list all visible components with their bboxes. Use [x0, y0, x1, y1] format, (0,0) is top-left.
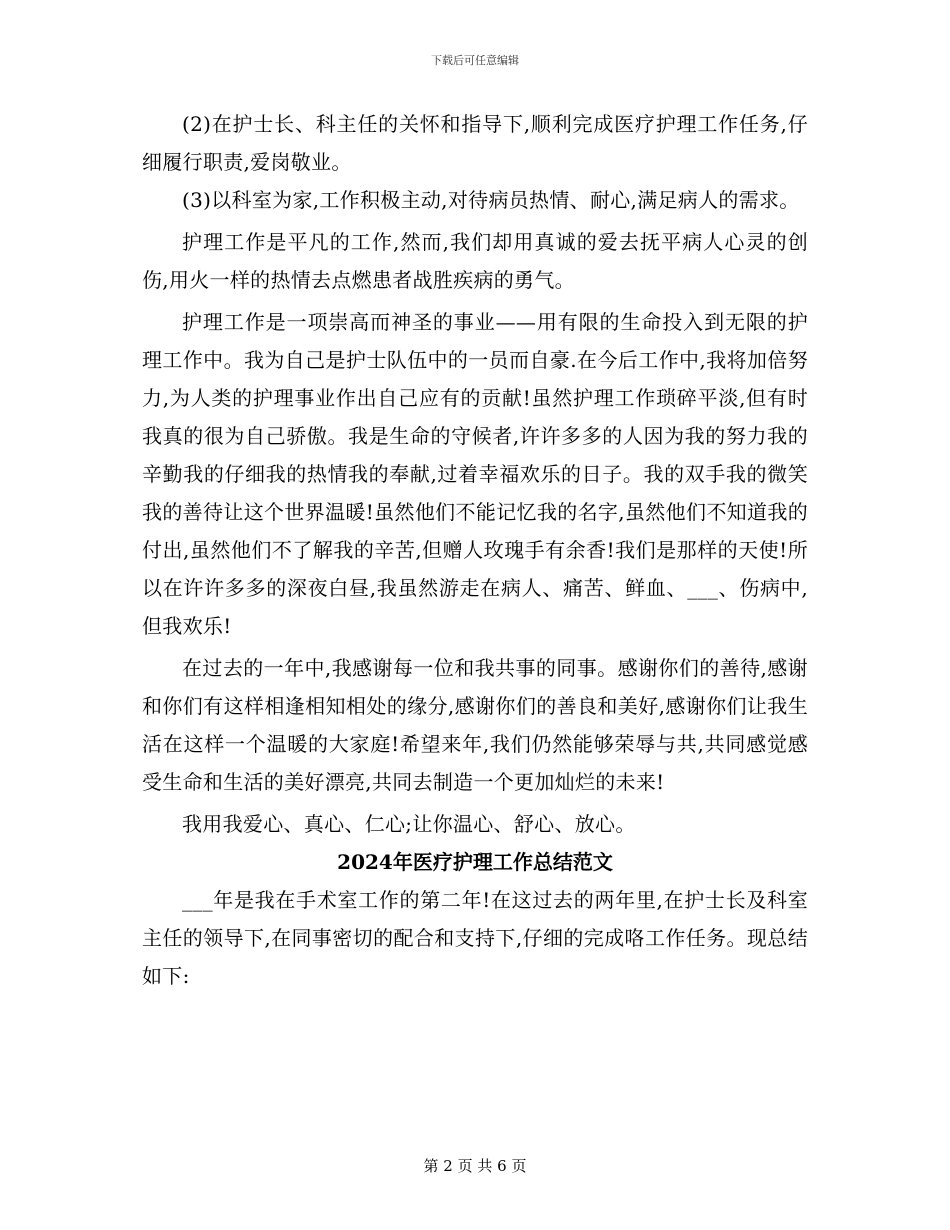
- section-title: 2024年医疗护理工作总结范文: [337, 850, 613, 874]
- header-note: 下载后可任意编辑: [431, 54, 519, 67]
- page-number: 第 2 页 共 6 页: [423, 1157, 527, 1175]
- paragraph-section-intro: ___年是我在手术室工作的第二年!在这过去的两年里,在护士长及科室主任的领导下,在同事密切的配合和支持下,仔细的完成咯工作任务。现总结如下:: [142, 888, 808, 988]
- paragraph-item-3: (3)以科室为家,工作积极主动,对待病员热情、耐心,满足病人的需求。: [182, 188, 800, 212]
- paragraph-motto: 我用我爱心、真心、仁心;让你温心、舒心、放心。: [182, 812, 636, 836]
- paragraph-item-2: (2)在护士长、科主任的关怀和指导下,顺利完成医疗护理工作任务,仔细履行职责,爱岗敬业。: [142, 112, 808, 174]
- paragraph-thanks-colleagues: 在过去的一年中,我感谢每一位和我共事的同事。感谢你们的善待,感谢和你们有这样相逢相知相处的缘分,感谢你们的善良和美好,感谢你们让我生活在这样一个温暖的大家庭!希望来年,我们仍然能够荣辱与共,共同感觉感受生命和生活的美好漂亮,共同去制造一个更加灿烂的未来!: [142, 656, 808, 794]
- document-body: [142, 105, 808, 995]
- paragraph-noble-career: 护理工作是一项崇高而神圣的事业——用有限的生命投入到无限的护理工作中。我为自己是护士队伍中的一员而自豪.在今后工作中,我将加倍努力,为人类的护理事业作出自己应有的贡献!虽然护理工作琐碎平淡,但有时我真的很为自己骄傲。我是生命的守候者,许许多多的人因为我的努力我的辛勤我的仔细我的热情我的奉献,过着幸福欢乐的日子。我的双手我的微笑我的善待让这个世界温暖!虽然他们不能记忆我的名字,虽然他们不知道我的付出,虽然他们不了解我的辛苦,但赠人玫瑰手有余香!我们是那样的天使!所以在许许多多的深夜白昼,我虽然游走在病人、痛苦、鲜血、___、伤病中,但我欢乐!: [142, 310, 808, 638]
- paragraph-ordinary-work: 护理工作是平凡的工作,然而,我们却用真诚的爱去抚平病人心灵的创伤,用火一样的热情去点燃患者战胜疾病的勇气。: [142, 230, 808, 292]
